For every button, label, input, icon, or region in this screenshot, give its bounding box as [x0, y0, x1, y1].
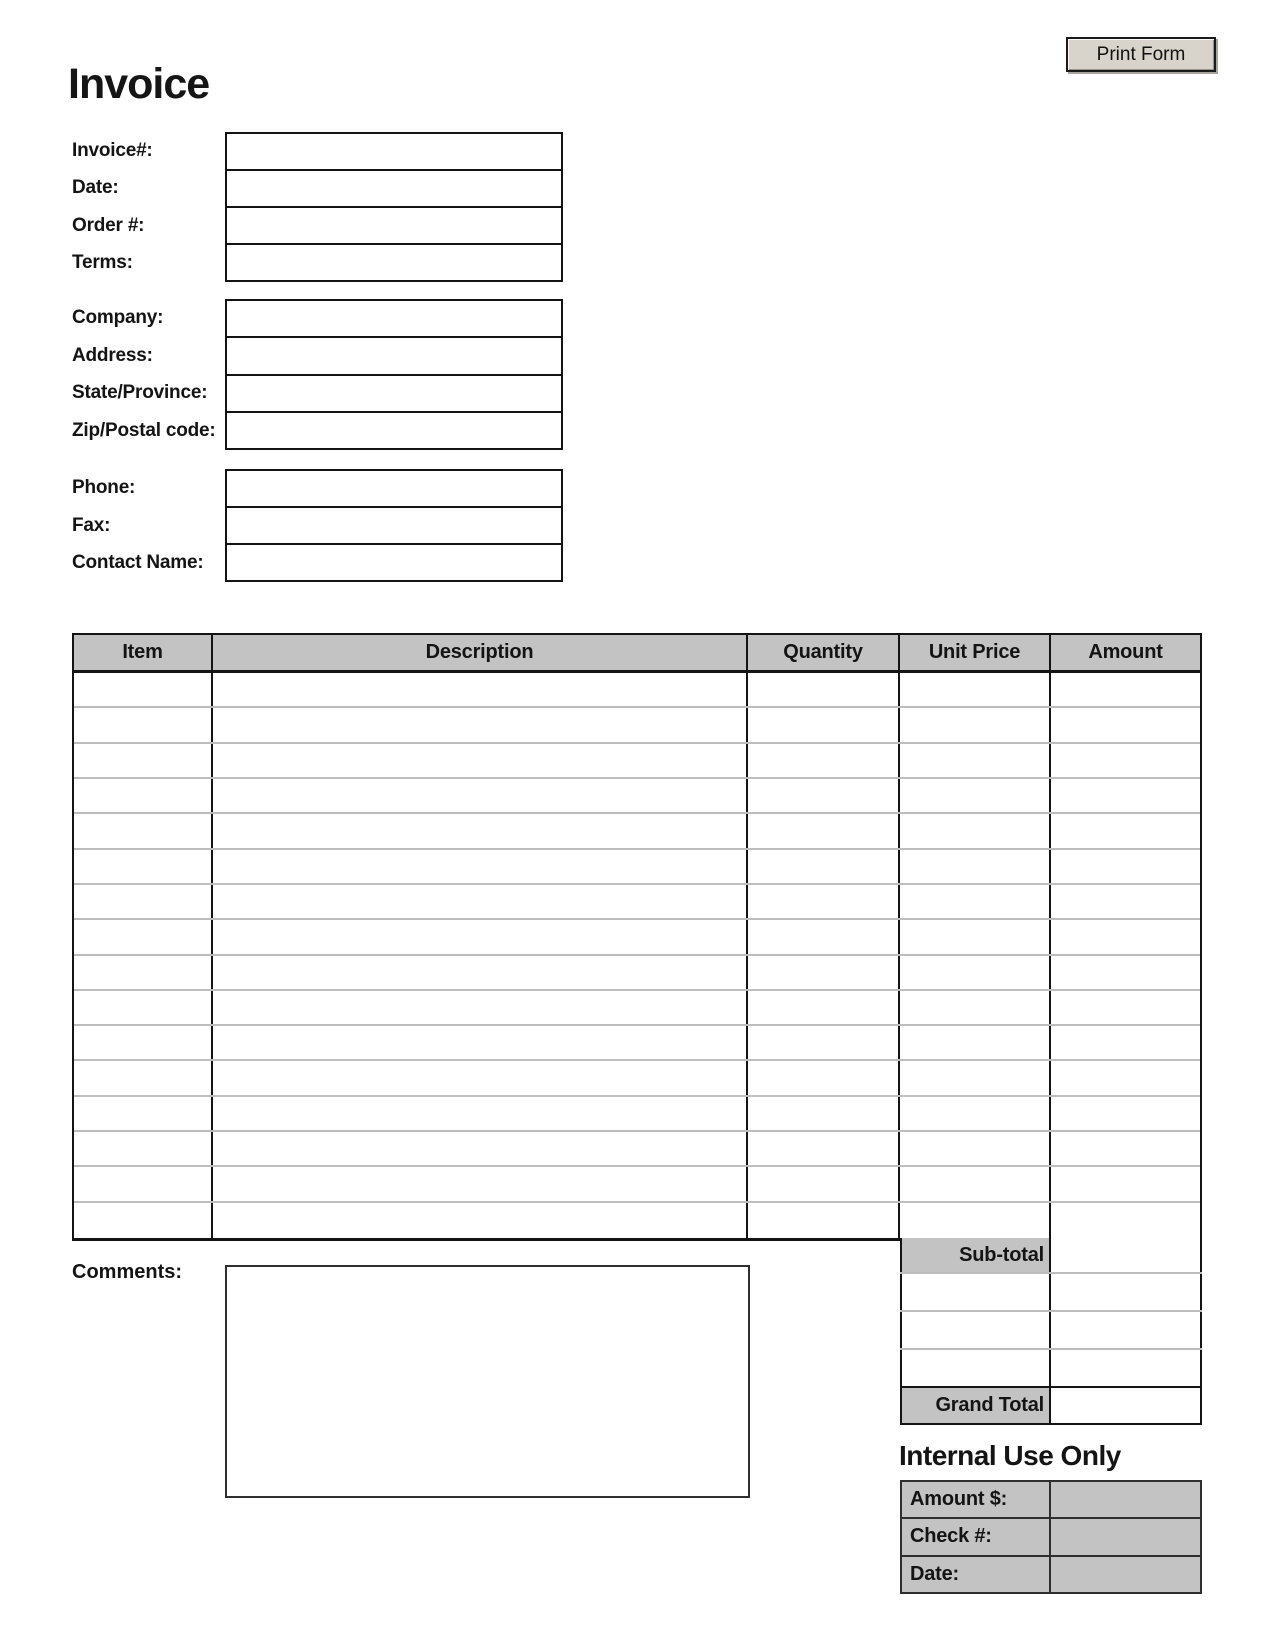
contact-labels: [72, 469, 225, 582]
items-header-unit-price: Unit Price: [900, 635, 1051, 670]
totals-blank-rows: [900, 1274, 1202, 1388]
subtotal-label: Sub-total: [900, 1238, 1051, 1272]
item-row: [74, 1167, 1200, 1202]
grand-total-row: [900, 1388, 1202, 1425]
item-cell-description[interactable]: [213, 885, 748, 918]
item-cell-unit-price[interactable]: [900, 991, 1051, 1024]
items-table-header: [72, 633, 1202, 673]
item-cell-unit-price[interactable]: [900, 920, 1051, 953]
item-cell-description[interactable]: [213, 991, 748, 1024]
comments-box[interactable]: [225, 1265, 750, 1498]
item-cell-quantity[interactable]: [748, 708, 900, 741]
item-row: [74, 673, 1200, 708]
internal-date-label: Date:: [902, 1557, 1051, 1592]
item-cell-item[interactable]: [74, 885, 213, 918]
internal-row-check-number: [902, 1519, 1200, 1556]
item-row: [74, 991, 1200, 1026]
internal-check-number-field[interactable]: [1051, 1519, 1200, 1554]
item-cell-description[interactable]: [213, 673, 748, 706]
address-field[interactable]: [227, 338, 561, 375]
order-number-label: Order #:: [72, 214, 145, 236]
item-row: [74, 1203, 1200, 1238]
comments-label: Comments:: [72, 1261, 183, 1283]
item-row: [74, 1097, 1200, 1132]
item-cell-amount[interactable]: [1051, 779, 1200, 812]
item-cell-quantity[interactable]: [748, 1097, 900, 1130]
item-row: [74, 1026, 1200, 1061]
zip-postal-code-label: Zip/Postal code:: [72, 420, 216, 442]
totals-blank-row: [900, 1274, 1202, 1312]
zip-postal-code-field[interactable]: [227, 413, 561, 448]
item-cell-description[interactable]: [213, 814, 748, 847]
item-cell-description[interactable]: [213, 744, 748, 777]
totals-blank-label-cell[interactable]: [900, 1350, 1051, 1386]
item-cell-description[interactable]: [213, 708, 748, 741]
company-label: Company:: [72, 306, 164, 328]
item-cell-quantity[interactable]: [748, 779, 900, 812]
item-cell-unit-price[interactable]: [900, 850, 1051, 883]
internal-date-field[interactable]: [1051, 1557, 1200, 1592]
items-table: [72, 633, 1202, 1241]
item-cell-quantity[interactable]: [748, 1132, 900, 1165]
print-form-button[interactable]: Print Form: [1066, 37, 1216, 72]
item-cell-amount[interactable]: [1051, 1061, 1200, 1094]
item-cell-item[interactable]: [74, 744, 213, 777]
item-cell-amount[interactable]: [1051, 920, 1200, 953]
item-cell-unit-price[interactable]: [900, 885, 1051, 918]
item-row: [74, 814, 1200, 849]
items-header-item: Item: [74, 635, 213, 670]
item-cell-amount[interactable]: [1051, 708, 1200, 741]
totals-blank-value-cell[interactable]: [1051, 1274, 1202, 1310]
item-cell-amount[interactable]: [1051, 1132, 1200, 1165]
items-header-amount: Amount: [1088, 641, 1163, 663]
item-cell-quantity[interactable]: [748, 1026, 900, 1059]
internal-use-heading: Internal Use Only: [899, 1440, 1121, 1471]
fax-label: Fax:: [72, 514, 111, 536]
item-cell-unit-price[interactable]: [900, 1026, 1051, 1059]
item-cell-item[interactable]: [74, 920, 213, 953]
item-cell-unit-price[interactable]: [900, 673, 1051, 706]
item-row: [74, 1132, 1200, 1167]
item-cell-description[interactable]: [213, 1097, 748, 1130]
item-cell-amount[interactable]: [1051, 885, 1200, 918]
item-cell-amount[interactable]: [1051, 991, 1200, 1024]
item-cell-unit-price[interactable]: [900, 814, 1051, 847]
item-row: [74, 885, 1200, 920]
item-cell-quantity[interactable]: [748, 814, 900, 847]
address-label: Address:: [72, 344, 153, 366]
date-label: Date:: [72, 177, 119, 199]
item-cell-amount[interactable]: [1051, 1203, 1200, 1238]
item-cell-item[interactable]: [74, 1097, 213, 1130]
item-cell-item[interactable]: [74, 1061, 213, 1094]
item-cell-description[interactable]: [213, 920, 748, 953]
invoice-info-box: [225, 132, 563, 282]
internal-row-date: [902, 1557, 1200, 1592]
item-cell-quantity[interactable]: [748, 1203, 900, 1238]
item-cell-item[interactable]: [74, 956, 213, 989]
item-row: [74, 744, 1200, 779]
invoice-number-label: Invoice#:: [72, 139, 153, 161]
invoice-info-group: [72, 132, 563, 282]
item-cell-amount[interactable]: [1051, 1167, 1200, 1200]
item-cell-item[interactable]: [74, 708, 213, 741]
item-cell-item[interactable]: [74, 1167, 213, 1200]
company-group: [72, 299, 563, 450]
item-cell-description[interactable]: [213, 850, 748, 883]
internal-amount-field[interactable]: [1051, 1482, 1200, 1517]
subtotal-row: [900, 1238, 1202, 1274]
item-cell-unit-price[interactable]: [900, 1132, 1051, 1165]
item-cell-item[interactable]: [74, 673, 213, 706]
subtotal-value-field[interactable]: [1051, 1238, 1202, 1272]
item-row: [74, 850, 1200, 885]
item-row: [74, 708, 1200, 743]
items-header-description: Description: [213, 635, 748, 670]
item-cell-unit-price[interactable]: [900, 1097, 1051, 1130]
item-cell-description[interactable]: [213, 1061, 748, 1094]
internal-check-number-label: Check #:: [902, 1519, 1051, 1554]
item-cell-unit-price[interactable]: [900, 1061, 1051, 1094]
order-number-field[interactable]: [227, 208, 561, 245]
totals-block: [900, 1238, 1202, 1425]
item-cell-amount[interactable]: [1051, 814, 1200, 847]
internal-use-table: [900, 1480, 1202, 1594]
totals-blank-row: [900, 1312, 1202, 1350]
item-cell-quantity[interactable]: [748, 1061, 900, 1094]
item-cell-quantity[interactable]: [748, 1167, 900, 1200]
item-cell-description[interactable]: [213, 1167, 748, 1200]
item-cell-unit-price[interactable]: [900, 708, 1051, 741]
item-cell-unit-price[interactable]: [900, 1167, 1051, 1200]
grand-total-value-field[interactable]: [1051, 1388, 1202, 1423]
invoice-number-field[interactable]: [227, 134, 561, 171]
totals-blank-label-cell[interactable]: [900, 1274, 1051, 1310]
item-cell-description[interactable]: [213, 1132, 748, 1165]
item-cell-unit-price[interactable]: [900, 779, 1051, 812]
item-row: [74, 1061, 1200, 1096]
fax-field[interactable]: [227, 508, 561, 545]
item-cell-item[interactable]: [74, 991, 213, 1024]
items-header-quantity: Quantity: [748, 635, 900, 670]
item-cell-item[interactable]: [74, 850, 213, 883]
grand-total-label: Grand Total: [900, 1388, 1051, 1423]
page-title: Invoice: [68, 60, 210, 108]
item-cell-item[interactable]: [74, 779, 213, 812]
item-cell-amount[interactable]: [1051, 956, 1200, 989]
totals-blank-row: [900, 1350, 1202, 1388]
date-field[interactable]: [227, 171, 561, 208]
totals-blank-value-cell[interactable]: [1051, 1312, 1202, 1348]
items-body: [72, 673, 1202, 1241]
item-row: [74, 956, 1200, 991]
terms-field[interactable]: [227, 245, 561, 280]
item-row: [74, 920, 1200, 955]
contact-box: [225, 469, 563, 582]
company-labels: [72, 299, 225, 450]
item-cell-quantity[interactable]: [748, 885, 900, 918]
contact-name-field[interactable]: [227, 545, 561, 580]
item-cell-description[interactable]: [213, 779, 748, 812]
item-cell-amount[interactable]: [1051, 744, 1200, 777]
contact-group: [72, 469, 563, 582]
item-row: [74, 779, 1200, 814]
item-cell-unit-price[interactable]: [900, 956, 1051, 989]
state-province-field[interactable]: [227, 376, 561, 413]
item-cell-quantity[interactable]: [748, 956, 900, 989]
item-cell-description[interactable]: [213, 1026, 748, 1059]
totals-blank-value-cell[interactable]: [1051, 1350, 1202, 1386]
phone-field[interactable]: [227, 471, 561, 508]
item-cell-item[interactable]: [74, 1203, 213, 1238]
item-cell-amount[interactable]: [1051, 850, 1200, 883]
totals-blank-label-cell[interactable]: [900, 1312, 1051, 1348]
item-cell-item[interactable]: [74, 814, 213, 847]
item-cell-unit-price[interactable]: [900, 1203, 1051, 1238]
terms-label: Terms:: [72, 252, 133, 274]
item-cell-description[interactable]: [213, 956, 748, 989]
item-cell-quantity[interactable]: [748, 744, 900, 777]
item-cell-amount[interactable]: [1051, 1097, 1200, 1130]
item-cell-unit-price[interactable]: [900, 744, 1051, 777]
item-cell-quantity[interactable]: [748, 850, 900, 883]
item-cell-item[interactable]: [74, 1026, 213, 1059]
invoice-info-labels: [72, 132, 225, 282]
item-cell-description[interactable]: [213, 1203, 748, 1238]
company-field[interactable]: [227, 301, 561, 338]
contact-name-label: Contact Name:: [72, 552, 204, 574]
item-cell-quantity[interactable]: [748, 673, 900, 706]
item-cell-quantity[interactable]: [748, 991, 900, 1024]
item-cell-amount[interactable]: [1051, 1026, 1200, 1059]
phone-label: Phone:: [72, 476, 136, 498]
item-cell-amount[interactable]: [1051, 673, 1200, 706]
item-cell-quantity[interactable]: [748, 920, 900, 953]
internal-amount-label: Amount $:: [902, 1482, 1051, 1517]
state-province-label: State/Province:: [72, 382, 208, 404]
item-cell-item[interactable]: [74, 1132, 213, 1165]
internal-row-amount: [902, 1482, 1200, 1519]
company-box: [225, 299, 563, 450]
